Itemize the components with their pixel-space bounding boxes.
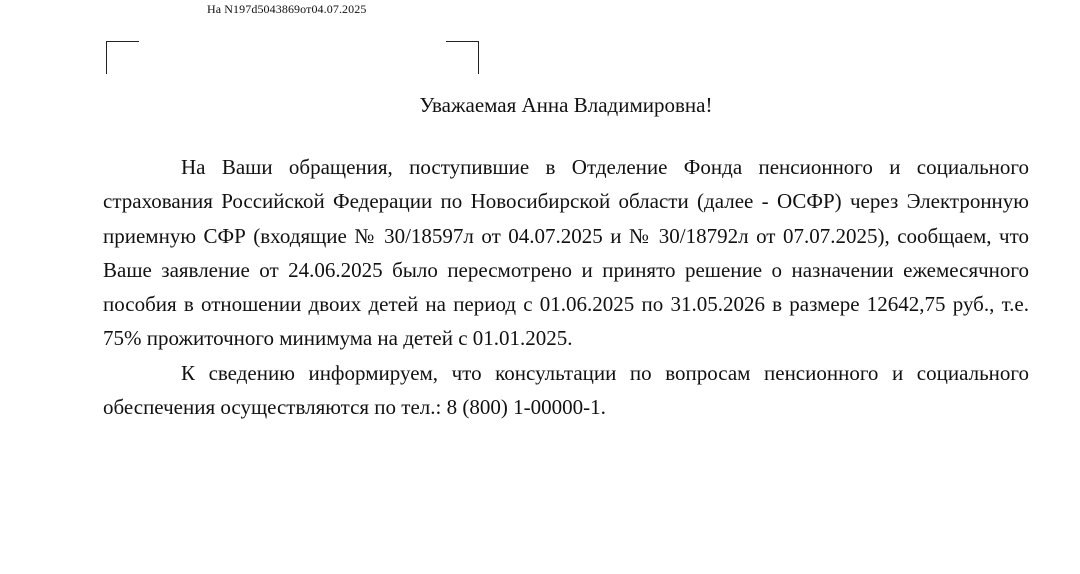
address-block-corner-right (446, 41, 479, 74)
letter-body (103, 150, 1029, 424)
letter-paragraph-main: На Ваши обращения, поступившие в Отделение Фонда пенсионного и социального страхования Российской Федерации по Новосибирской области (далее - ОСФР) через Электронную приемную СФР (входящие № 30/18597л от 04.07.2025 и № 30/18792л от 07.07.2025), сообщаем, что Ваше заявление от 24.06.2025 было пересмотрено и принято решение о назначении ежемесячного пособия в отношении двоих детей на период с 01.06.2025 по 31.05.2026 в размере 12642,75 руб., т.е. 75% прожиточного минимума на детей с 01.01.2025. (103, 155, 1029, 351)
letter-paragraph-contacts: К сведению информируем, что консультации по вопросам пенсионного и социального обеспечения осуществляются по тел.: 8 (800) 1-00000-1. (103, 360, 1029, 420)
address-block-corner-left (106, 41, 139, 74)
reference-number: На N197d5043869от04.07.2025 (207, 2, 367, 16)
letter-greeting: Уважаемая Анна Владимировна! (419, 93, 713, 117)
